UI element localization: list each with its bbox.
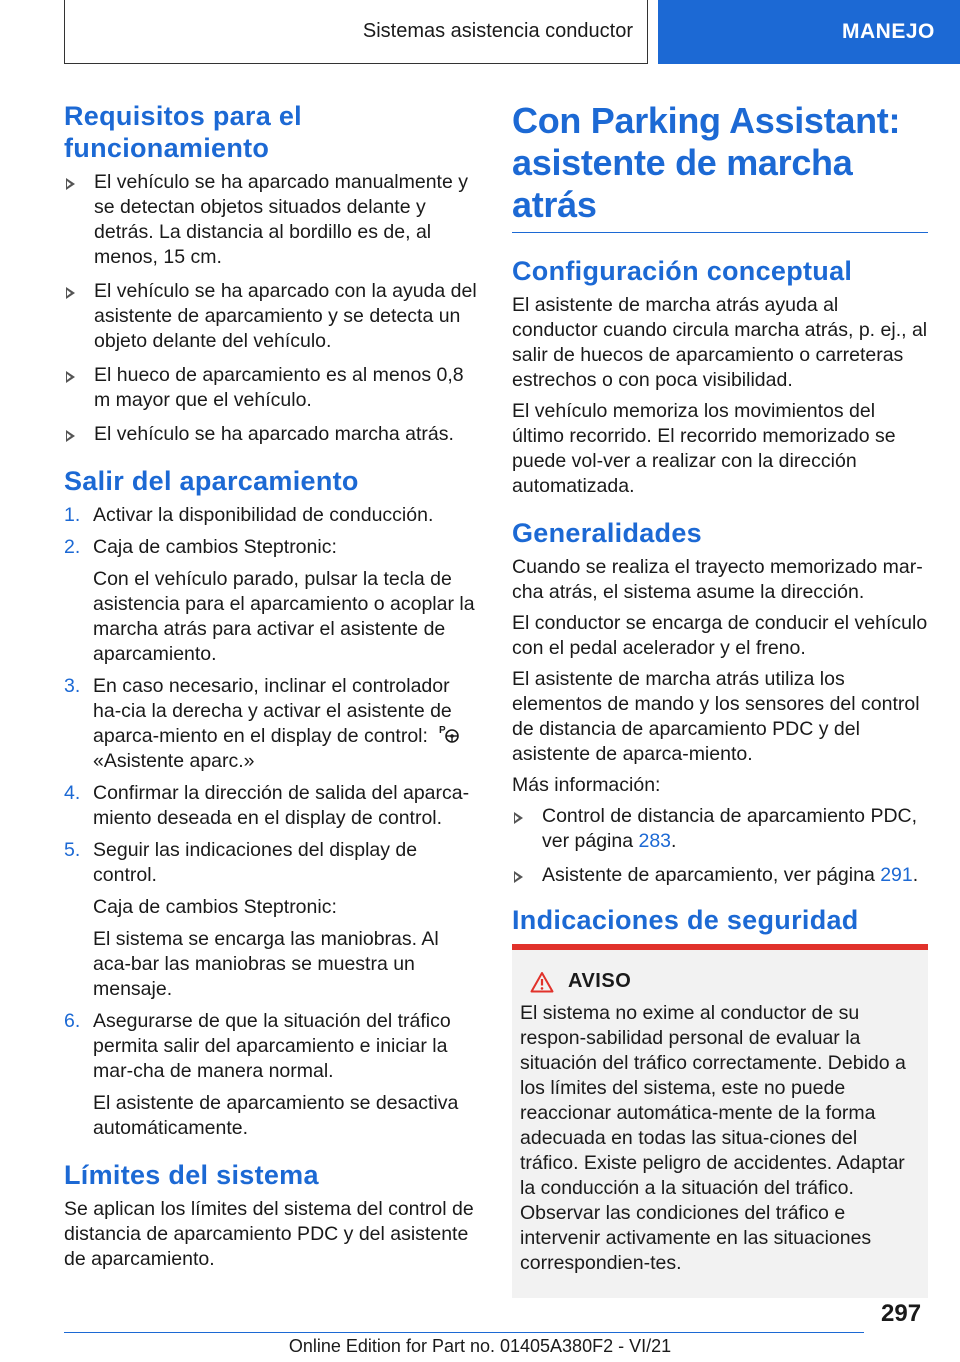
warning-label: AVISO (568, 970, 632, 992)
exit-steps-list (64, 503, 482, 1141)
right-column (512, 100, 928, 1298)
requirements-heading: Requisitos para el funcionamiento (64, 101, 302, 163)
header-section-box (64, 0, 648, 64)
system-limits-text: Se aplican los límites del sistema del control de distancia de aparcamiento PDC y del asistente de aparcamiento. (64, 1198, 474, 1270)
footer-edition: Online Edition for Part no. 01405A380F2 - VI/21 (288, 1336, 672, 1356)
general-paragraph: Cuando se realiza el trayecto memorizado mar-cha atrás, el sistema asume la dirección. (512, 556, 923, 603)
header-section-title: Sistemas asistencia conductor (362, 20, 633, 42)
requirements-list (64, 170, 482, 447)
step-item: 4. Confirmar la dirección de salida del aparca-miento deseada en el display de control. (64, 782, 470, 829)
step-item: 1. Activar la disponibilidad de conducción. (64, 504, 434, 526)
step-item: 2. Caja de cambios Steptronic: Con el vehículo parado, pulsar la tecla de asistencia para el aparcamiento o acoplar la marcha atrás para activar el asistente de aparcamiento. (64, 536, 475, 665)
concept-heading: Configuración conceptual (512, 256, 853, 286)
warning-box (512, 944, 928, 1298)
general-paragraph: El conductor se encarga de conducir el vehículo con el pedal acelerador y el freno. (512, 612, 928, 659)
parking-assistant-icon (439, 724, 461, 744)
list-item: El vehículo se ha aparcado con la ayuda del asistente de aparcamiento y se detecta un objeto delante del vehículo. (64, 279, 482, 354)
page-link-283[interactable]: 283 (638, 830, 672, 852)
warning-triangle-icon (530, 971, 554, 993)
concept-paragraph: El vehículo memoriza los movimientos del último recorrido. El recorrido memorizado se puede vol-ver a realizar con la dirección automatizada. (512, 400, 896, 497)
safety-heading: Indicaciones de seguridad (512, 905, 859, 935)
svg-text:P: P (439, 725, 447, 736)
concept-paragraph: El asistente de marcha atrás ayuda al conductor cuando circula marcha atrás, p. ej., al salir de huecos de aparcamiento o carreteras estrechos o con poca visibilidad. (512, 294, 928, 391)
list-item: El vehículo se ha aparcado manualmente y se detectan objetos situados delante y detrás. La distancia al bordillo es de, al menos, 15 cm. (64, 170, 482, 270)
general-paragraph: El asistente de marcha atrás utiliza los elementos de mando y los sensores del control de distancia de aparcamiento PDC y del asistente de aparca-miento. (512, 668, 920, 765)
step-item: 5. Seguir las indicaciones del display de control. Caja de cambios Steptronic: El sistema se encarga las maniobras. Al aca-bar las maniobras se muestra un mensaje. (64, 839, 439, 1000)
list-item: Asistente de aparcamiento, ver página 291. (512, 863, 928, 888)
list-item: El hueco de aparcamiento es al menos 0,8 m mayor que el vehículo. (64, 363, 482, 413)
warning-text: El sistema no exime al conductor de su respon-sabilidad personal de evaluar la situación del tráfico correctamente. Debido a los límites del sistema, este no puede reaccionar automática-mente de la forma adecuada en todas las situa-ciones del tráfico. Existe peligro de accidentes. Adaptar la conducción a la situación del tráfico. Observar las condiciones del tráfico e intervenir activamente en las situaciones correspondien-tes. (520, 1002, 906, 1274)
step-item: 3. En caso necesario, inclinar el controlador ha-cia la derecha y activar el asistente de aparca-miento en el display de control: P «Asistente aparc.» (64, 674, 482, 774)
reference-list (512, 804, 928, 888)
triangle-bullet-icon (514, 871, 523, 883)
exit-parking-heading: Salir del aparcamiento (64, 466, 359, 496)
more-info-label: Más información: (512, 774, 661, 796)
list-item: Control de distancia de aparcamiento PDC, ver página 283. (512, 804, 928, 854)
header-chapter-label: MANEJO (842, 20, 935, 43)
triangle-bullet-icon (66, 430, 75, 442)
list-item: El vehículo se ha aparcado marcha atrás. (64, 422, 482, 447)
triangle-bullet-icon (66, 178, 75, 190)
warning-header (520, 970, 920, 993)
general-heading: Generalidades (512, 518, 702, 548)
header-chapter-tab (658, 0, 960, 64)
left-column (64, 100, 482, 1278)
step-item: 6. Asegurarse de que la situación del tráfico permita salir del aparcamiento e iniciar la mar-cha de manera normal. El asistente de aparcamiento se desactiva automáticamente. (64, 1010, 459, 1139)
page-title: Con Parking Assistant: asistente de marcha atrás (512, 100, 928, 233)
page-number: 297 (881, 1300, 922, 1327)
page-link-291[interactable]: 291 (880, 864, 913, 886)
triangle-bullet-icon (66, 371, 75, 383)
triangle-bullet-icon (514, 812, 523, 824)
triangle-bullet-icon (66, 287, 75, 299)
footer-divider (64, 1332, 864, 1333)
system-limits-heading: Límites del sistema (64, 1160, 319, 1190)
